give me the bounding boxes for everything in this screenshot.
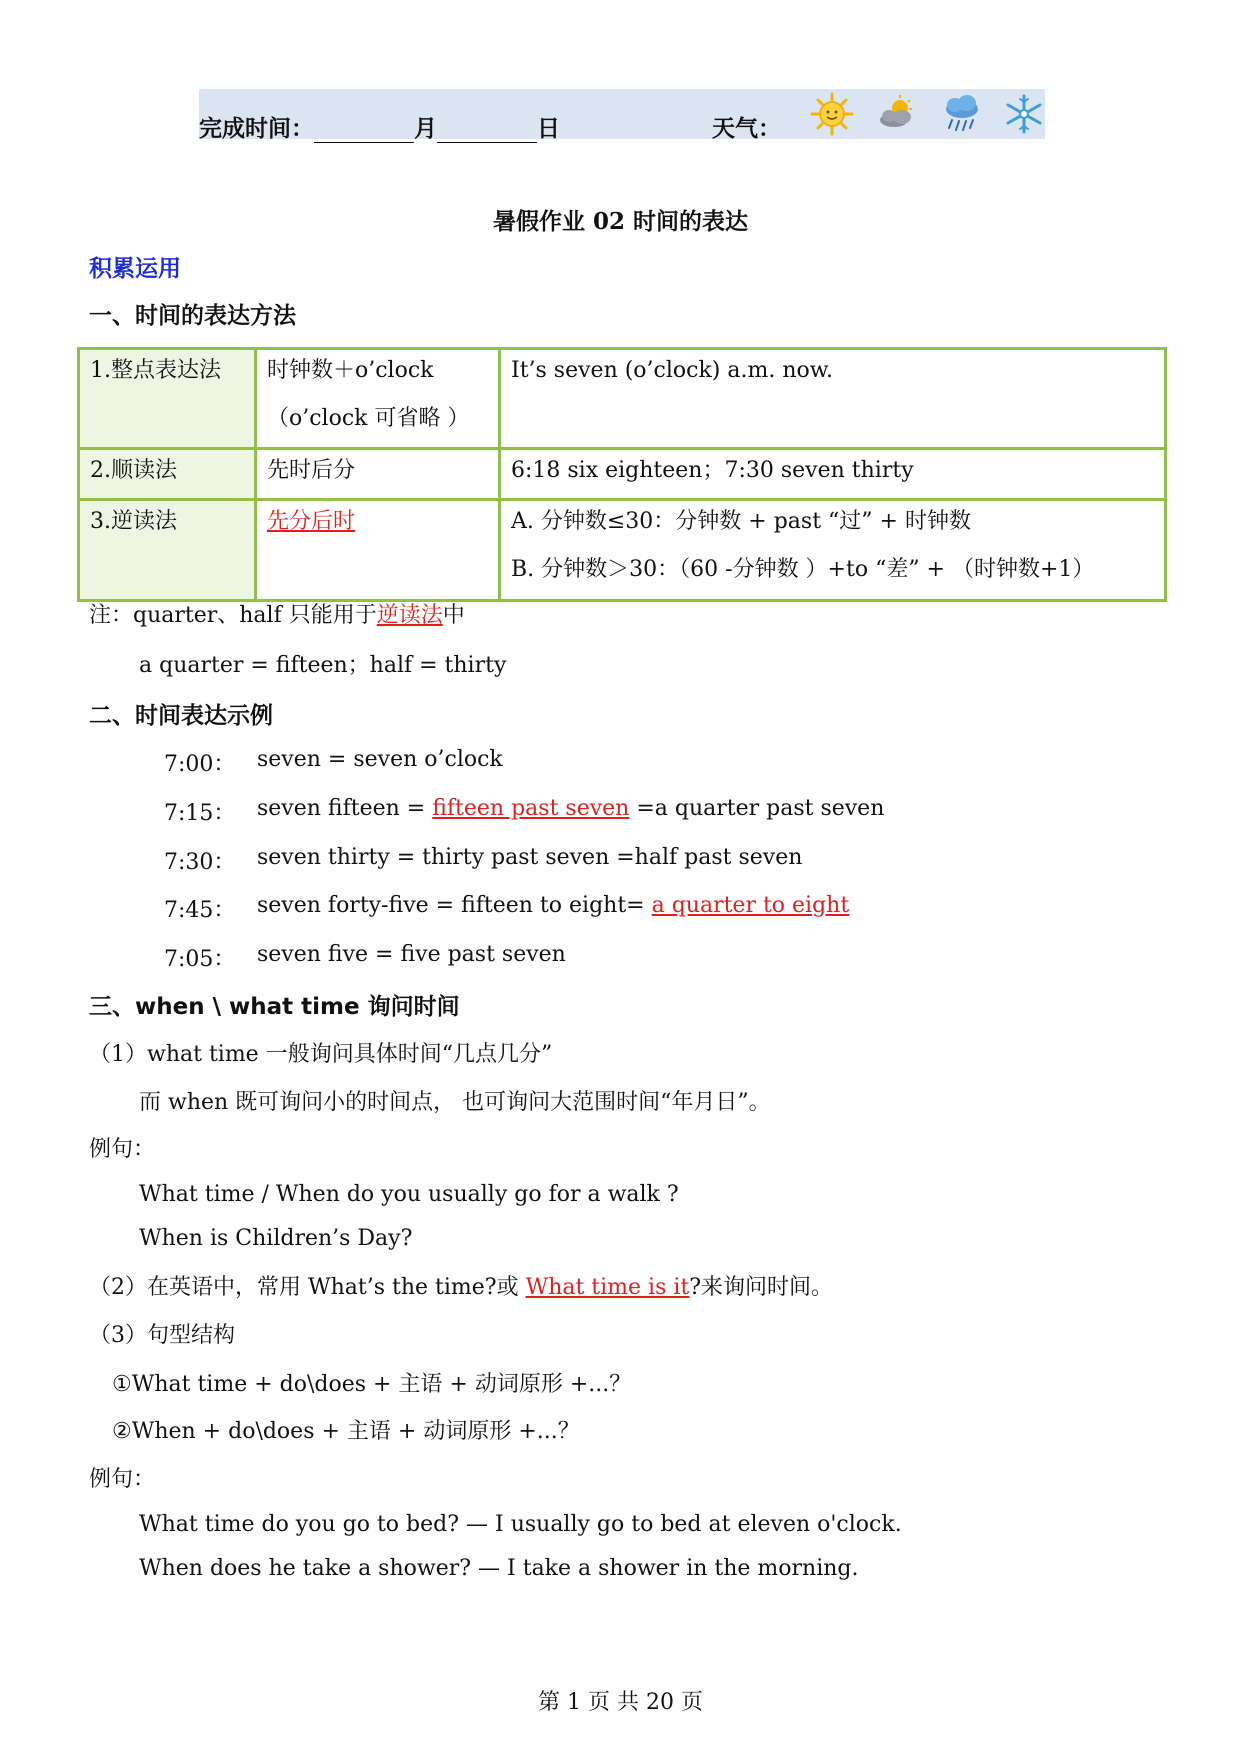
rule-line-answer: 先分后时 [267, 509, 356, 534]
example-time: 7:30： [164, 850, 236, 875]
section-3-heading: 三、when \ what time 询问时间 [89, 994, 460, 1020]
rule-cell [256, 349, 500, 449]
example-sentence: What time do you go to bed? — I usually go to bed at eleven o'clock. [139, 1512, 902, 1537]
example-text: seven fifteen = fifteen past seven =a quarter past seven [257, 796, 885, 821]
example-cell [500, 500, 1166, 601]
cloudy-icon[interactable] [876, 92, 920, 136]
time-methods-table [77, 347, 1167, 602]
example-cell [500, 449, 1166, 500]
section-label: 积累运用 [89, 256, 181, 282]
example-sentence: What time / When do you usually go for a walk ? [139, 1182, 679, 1207]
example-label-2: 例句： [89, 1467, 156, 1492]
method-cell: 3.逆读法 [79, 500, 256, 601]
page-number: 第 1 页 共 20 页 [538, 1690, 703, 1715]
example-time: 7:15： [164, 801, 236, 826]
example-line: 6:18 six eighteen；7:30 seven thirty [511, 458, 914, 483]
note-line [89, 598, 465, 629]
rain-icon[interactable] [940, 92, 984, 136]
weather-label: 天气： [712, 116, 781, 142]
example-answer: fifteen past seven [432, 796, 630, 821]
month-label: 月 [414, 116, 437, 142]
para-1: （1）what time 一般询问具体时间“几点几分” [89, 1042, 553, 1067]
month-blank[interactable] [314, 119, 414, 143]
rule-line: 先时后分 [267, 458, 356, 483]
example-line: It’s seven (o’clock) a.m. now. [511, 358, 833, 383]
para-2: （2）在英语中，常用 What’s the time?或 What time is it?来询问时间。 [89, 1275, 834, 1300]
para-1b: 而 when 既可询问小的时间点， 也可询问大范围时间“年月日”。 [139, 1090, 771, 1115]
example-line: B. 分钟数＞30：（60 -分钟数 ）+to “差” + （时钟数+1） [511, 557, 1095, 582]
example-label: 例句： [89, 1137, 156, 1162]
note-line-2: a quarter = fifteen；half = thirty [139, 653, 507, 678]
rule-cell [256, 500, 500, 601]
example-text: seven thirty = thirty past seven =half past seven [257, 845, 803, 870]
table-row [79, 349, 1166, 449]
rule-line: 时钟数＋o’clock [267, 358, 434, 383]
example-sentence: When does he take a shower? — I take a shower in the morning. [139, 1556, 859, 1581]
example-time: 7:45： [164, 898, 236, 923]
completion-label: 完成时间： [199, 116, 314, 142]
structure-1: ①What time + do\does + 主语 + 动词原形 +...？ [112, 1372, 632, 1397]
example-time: 7:00： [164, 752, 236, 777]
rule-cell [256, 449, 500, 500]
snowflake-icon[interactable] [1002, 92, 1046, 136]
example-text: seven forty-five = fifteen to eight= a quarter to eight [257, 893, 850, 918]
example-sentence: When is Children’s Day? [139, 1226, 413, 1251]
para-2-answer: What time is it [525, 1275, 690, 1300]
day-blank[interactable] [437, 119, 537, 143]
example-time: 7:05： [164, 947, 236, 972]
structure-2: ②When + do\does + 主语 + 动词原形 +...？ [112, 1419, 580, 1444]
sun-icon[interactable] [810, 92, 854, 136]
example-answer: a quarter to eight [651, 893, 850, 918]
note-suffix: 中 [442, 603, 465, 628]
day-label: 日 [537, 116, 560, 142]
rule-line: （o’clock 可省略 ） [267, 406, 470, 431]
example-text: seven = seven o’clock [257, 747, 503, 772]
example-text: seven five = five past seven [257, 942, 566, 967]
note-prefix: 注：quarter、half 只能用于 [89, 603, 377, 628]
method-cell: 2.顺读法 [79, 449, 256, 500]
table-row [79, 449, 1166, 500]
completion-time-row [199, 110, 560, 143]
section-2-heading: 二、时间表达示例 [89, 703, 273, 729]
para-3: （3）句型结构 [89, 1323, 235, 1348]
note-answer: 逆读法 [376, 603, 443, 628]
section-1-heading: 一、时间的表达方法 [89, 303, 296, 329]
table-row [79, 500, 1166, 601]
example-line: A. 分钟数≤30：分钟数 + past “过” + 时钟数 [511, 509, 971, 534]
page-title: 暑假作业 02 时间的表达 [492, 208, 749, 235]
example-cell [500, 349, 1166, 449]
method-cell: 1.整点表达法 [79, 349, 256, 449]
